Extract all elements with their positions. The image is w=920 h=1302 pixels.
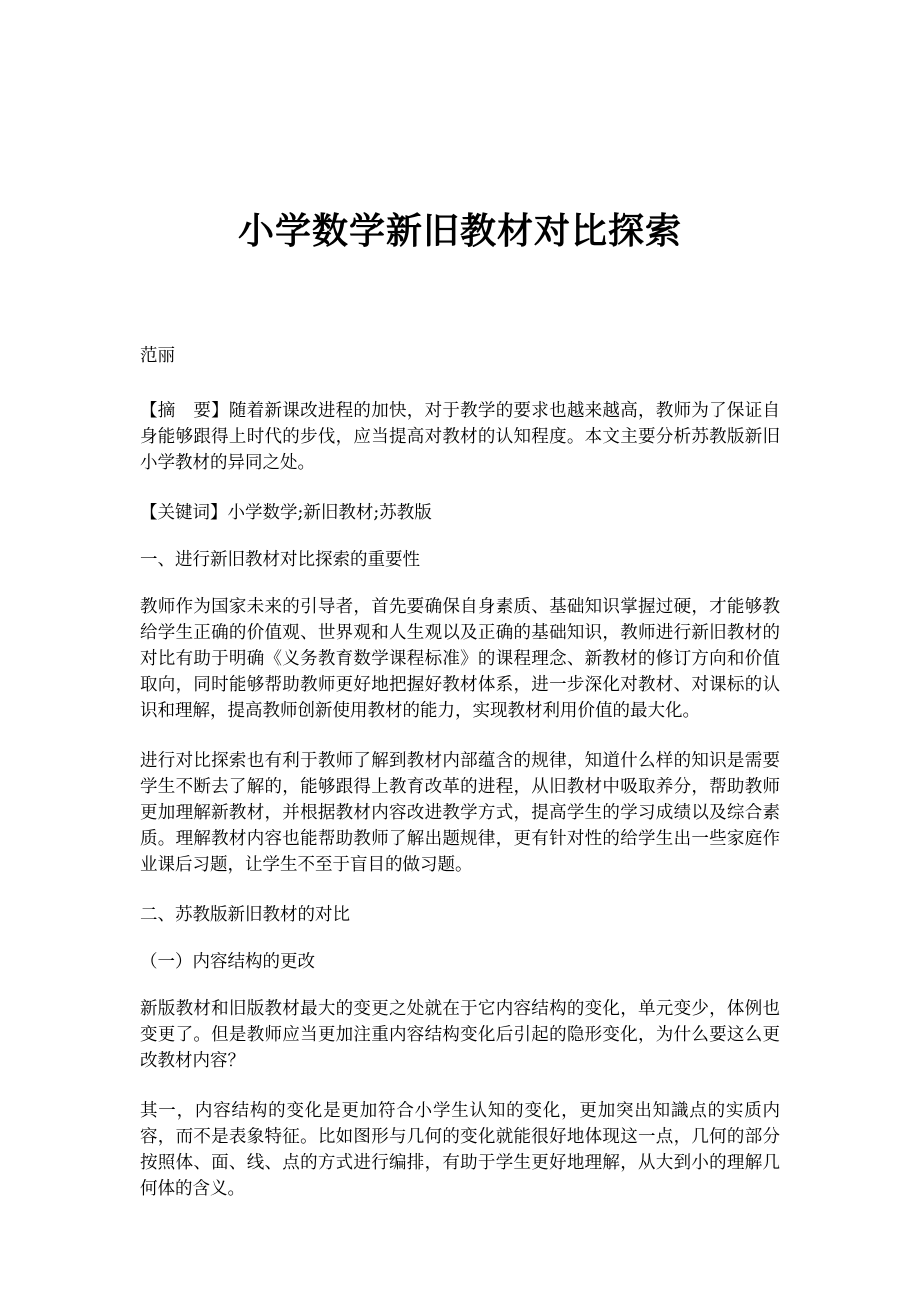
author-name: 范丽 xyxy=(140,346,175,366)
section-heading-importance: 一、进行新旧教材对比探索的重要性 xyxy=(140,550,420,570)
subsection-heading-structure: （一）内容结构的更改 xyxy=(140,952,315,972)
abstract-paragraph: 【摘 要】随着新课改进程的加快，对于教学的要求也越来越高，教师为了保证自身能够跟得上时代的步伐，应当提高对教材的认知程度。本文主要分析苏教版新旧小学教材的异同之处。 xyxy=(140,401,780,473)
document-body xyxy=(140,343,780,1226)
page-title: 小学数学新旧教材对比探索 xyxy=(237,210,682,253)
section2-paragraph-1: 新版教材和旧版教材最大的变更之处就在于它内容结构的变化，单元变少，体例也变更了。但是教师应当更加注重内容结构变化后引起的隐形变化，为什么要这么更改教材内容？ xyxy=(140,999,780,1071)
keywords-line: 【关键词】小学数学;新旧教材;苏教版 xyxy=(140,503,432,523)
section1-paragraph-2: 进行对比探索也有利于教师了解到教材内部蕴含的规律，知道什么样的知识是需要学生不断去了解的，能够跟得上教育改革的进程，从旧教材中吸取养分，帮助教师更加理解新教材，并根据教材内容改进教学方式，提高学生的学习成绩以及综合素质。理解教材内容也能帮助教师了解出题规律，更有针对性的给学生出一些家庭作业课后习题，让学生不至于盲目的做习题。 xyxy=(140,751,780,875)
section2-paragraph-2: 其一，内容结构的变化是更加符合小学生认知的变化，更加突出知識点的实质内容，而不是表象特征。比如图形与几何的变化就能很好地体现这一点，几何的部分按照体、面、线、点的方式进行编排，有助于学生更好地理解，从大到小的理解几何体的含义。 xyxy=(140,1101,780,1199)
section1-paragraph-1: 教师作为国家未来的引导者，首先要确保自身素质、基础知识掌握过硬，才能够教给学生正确的价值观、世界观和人生观以及正确的基础知识，教师进行新旧教材的对比有助于明确《义务教育数学课程标准》的课程理念、新教材的修订方向和价值取向，同时能够帮助教师更好地把握好教材体系，进一步深化对教材、对课标的认识和理解，提高教师创新使用教材的能力，实现教材利用价值的最大化。 xyxy=(140,597,780,721)
section-heading-comparison: 二、苏教版新旧教材的对比 xyxy=(140,905,350,925)
